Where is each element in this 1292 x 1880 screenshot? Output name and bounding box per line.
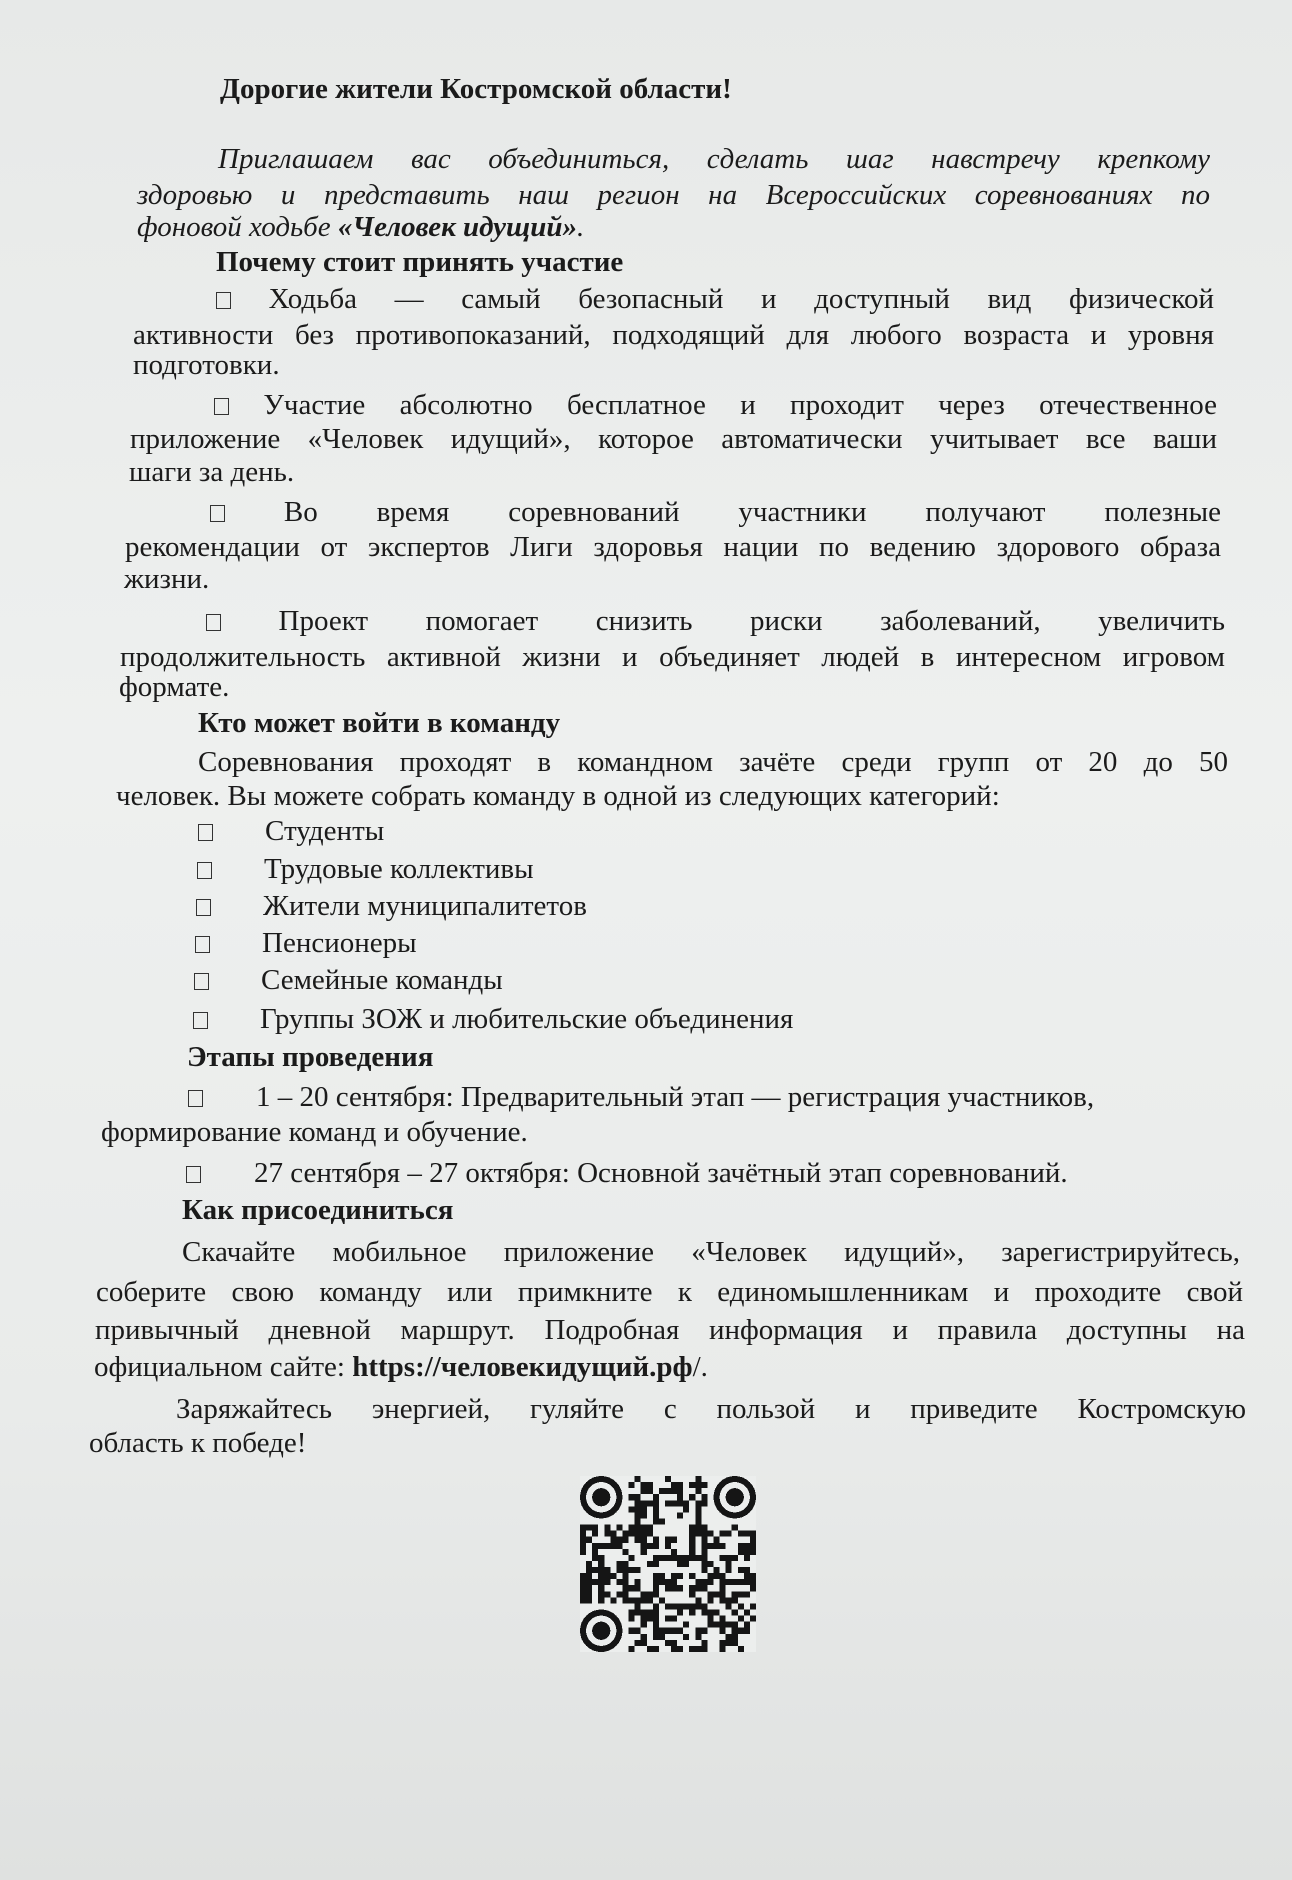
why-item-4-line-1: Проект помогает снизить риски заболеваний, увеличить [206, 604, 1225, 638]
intro-line-1: Приглашаем вас объединиться, сделать шаг навстречу крепкому [218, 143, 1210, 175]
category-item: Группы ЗОЖ и любительские объединения [193, 1002, 793, 1036]
category-item: Семейные команды [194, 963, 503, 997]
stage-1-line-2: формирование команд и обучение. [101, 1116, 528, 1148]
closing-line-1: Заряжайтесь энергией, гуляйте с пользой и приведите Костромскую [176, 1393, 1246, 1425]
why-heading: Почему стоит принять участие [216, 246, 624, 278]
checkbox-icon [214, 398, 229, 415]
stage-1-line-1: 1 – 20 сентября: Предварительный этап — регистрация участников, [188, 1080, 1094, 1114]
checkbox-icon [188, 1090, 203, 1107]
checkbox-icon [195, 936, 210, 953]
checkbox-icon [206, 614, 221, 631]
qr-code[interactable] [580, 1472, 756, 1656]
checkbox-icon [196, 899, 211, 916]
checkbox-icon [216, 292, 231, 309]
why-item-1-line-1: Ходьба — самый безопасный и доступный вид физической [216, 282, 1214, 316]
intro-line-3: фоновой ходьбе «Человек идущий». [137, 211, 585, 243]
team-heading: Кто может войти в команду [198, 707, 561, 739]
why-item-1-line-2: активности без противопоказаний, подходящий для любого возраста и уровня [133, 319, 1214, 351]
why-item-2-line-2: приложение «Человек идущий», которое автоматически учитывает все ваши [130, 423, 1217, 455]
category-item: Жители муниципалитетов [196, 889, 587, 923]
why-item-4-line-2: продолжительность активной жизни и объединяет людей в интересном игровом [120, 641, 1225, 673]
checkbox-icon [198, 824, 213, 841]
why-item-1-line-3: подготовки. [133, 349, 280, 381]
category-item: Студенты [198, 814, 384, 848]
why-item-3-line-2: рекомендации от экспертов Лиги здоровья нации по ведению здорового образа [125, 531, 1221, 563]
why-item-2-line-3: шаги за день. [129, 456, 295, 488]
category-item: Трудовые коллективы [197, 852, 534, 886]
join-line-4: официальном сайте: https://человекидущий.рф/. [94, 1351, 708, 1383]
checkbox-icon [194, 973, 209, 990]
why-item-3-line-1: Во время соревнований участники получают полезные [210, 495, 1221, 529]
join-line-3: привычный дневной маршрут. Подробная информация и правила доступны на [95, 1314, 1245, 1346]
checkbox-icon [210, 505, 225, 522]
stages-heading: Этапы проведения [187, 1041, 434, 1073]
category-item: Пенсионеры [195, 926, 417, 960]
join-line-2: соберите свою команду или примкните к единомышленникам и проходите свой [96, 1276, 1243, 1308]
why-item-2-line-1: Участие абсолютно бесплатное и проходит через отечественное [214, 388, 1217, 422]
stage-2: 27 сентября – 27 октября: Основной зачётный этап соревнований. [186, 1156, 1068, 1190]
checkbox-icon [186, 1166, 201, 1183]
closing-line-2: область к победе! [89, 1427, 307, 1459]
why-item-4-line-3: формате. [119, 671, 230, 703]
intro-line-2: здоровью и представить наш регион на Всероссийских соревнованиях по [137, 179, 1210, 211]
why-item-3-line-3: жизни. [124, 563, 210, 595]
website-link[interactable]: https://человекидущий.рф [352, 1351, 693, 1383]
checkbox-icon [197, 862, 212, 879]
team-line-2: человек. Вы можете собрать команду в одной из следующих категорий: [116, 780, 1000, 812]
join-line-1: Скачайте мобильное приложение «Человек идущий», зарегистрируйтесь, [182, 1236, 1240, 1268]
join-heading: Как присоединиться [182, 1194, 454, 1226]
checkbox-icon [193, 1012, 208, 1029]
greeting-heading: Дорогие жители Костромской области! [220, 73, 732, 105]
app-name: «Человек идущий» [337, 211, 577, 243]
team-line-1: Соревнования проходят в командном зачёте среди групп от 20 до 50 [198, 746, 1228, 778]
